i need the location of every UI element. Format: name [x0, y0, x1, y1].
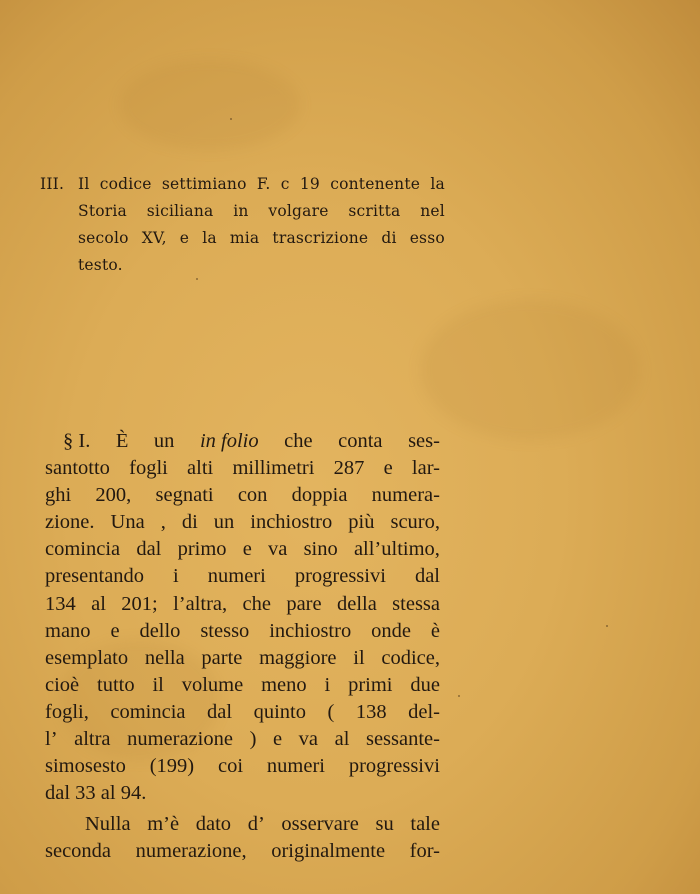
text-line [45, 753, 440, 780]
text-word: onde [371, 619, 411, 642]
heading-word: in [233, 202, 249, 220]
text-word: , [160, 511, 166, 534]
heading-word: contenente [330, 175, 421, 193]
text-word: meno [261, 673, 307, 696]
text-line [45, 618, 440, 645]
paper-stain [420, 300, 640, 440]
text-word: che [284, 430, 313, 452]
text-word: il [353, 646, 365, 669]
text-word: cioè [45, 673, 80, 696]
body-text [45, 424, 440, 866]
text-word: numerazione, [135, 840, 247, 863]
text-word: sessante- [365, 728, 440, 751]
heading-word: 19 [299, 175, 320, 193]
heading-line [40, 171, 445, 198]
text-word: due [410, 673, 440, 696]
text-word: Una [110, 511, 145, 534]
text-word: 134 [45, 592, 76, 615]
text-word: stesso [200, 619, 250, 642]
text-word: su [375, 813, 394, 836]
text-line [45, 455, 440, 482]
heading-word: e [179, 229, 190, 247]
text-word: dato [195, 813, 232, 836]
heading-word: testo. [78, 256, 123, 274]
text-word: al [91, 592, 106, 615]
text-word: comincia [45, 538, 121, 561]
text-word: zione. [45, 511, 95, 534]
text-line [45, 428, 440, 455]
heading-word: volgare [268, 202, 329, 220]
text-word: che [242, 592, 271, 615]
text-word: millimetri [232, 457, 315, 480]
text-word: numera- [371, 484, 440, 507]
heading-word: siciliana [146, 202, 214, 220]
section-heading [40, 171, 445, 279]
text-word: ses- [408, 430, 440, 452]
paper-speck [606, 625, 608, 627]
text-word: nella [144, 646, 185, 669]
text-word: del- [408, 700, 440, 723]
text-word: comincia [110, 700, 186, 723]
text-word: tutto [97, 673, 135, 696]
heading-word: Storia [78, 202, 127, 220]
heading-word: la [202, 229, 217, 247]
text-word: dal [136, 538, 162, 561]
text-word: § I. [63, 430, 91, 452]
text-word: 138 [355, 700, 387, 723]
text-word: scuro, [390, 511, 440, 534]
heading-word: codice [99, 175, 152, 193]
text-line [45, 536, 440, 563]
text-word: fogli, [45, 700, 89, 723]
text-word: numerazione [127, 728, 233, 751]
text-line [45, 482, 440, 509]
text-word: primi [348, 673, 393, 696]
heading-word: settimiano [161, 175, 247, 193]
text-word: va [268, 538, 288, 561]
text-word: pare [286, 592, 322, 615]
text-word: ) [249, 728, 257, 751]
text-word: 201; [121, 592, 158, 615]
text-word: dal [207, 700, 233, 723]
text-word: conta [338, 430, 383, 452]
text-word: di [181, 511, 198, 534]
text-word: doppia [291, 484, 348, 507]
text-word: m’è [147, 813, 180, 836]
heading-word: Il [78, 175, 90, 193]
text-word: in folio [199, 430, 259, 452]
text-word: altra [74, 728, 111, 751]
text-line [45, 780, 440, 807]
heading-word: secolo [78, 229, 129, 247]
text-word: l’ [45, 728, 58, 751]
text-word: e [383, 457, 393, 480]
heading-word: F. [256, 175, 271, 193]
text-word: alti [187, 457, 214, 480]
text-word: ghi [45, 484, 72, 507]
text-word: inchiostro [269, 619, 352, 642]
text-word: sino [303, 538, 338, 561]
text-word: inchiostro [250, 511, 333, 534]
text-word: i [173, 565, 179, 588]
paper-speck [458, 695, 460, 697]
text-word: progressivi [294, 565, 386, 588]
text-word: dello [139, 619, 181, 642]
text-word: lar- [411, 457, 440, 480]
heading-line [40, 225, 445, 252]
heading-word: nel [420, 202, 445, 220]
text-line [45, 645, 440, 672]
text-word: e [242, 538, 252, 561]
text-word: numeri [266, 755, 325, 778]
text-word: al [334, 728, 350, 751]
text-line [45, 726, 440, 753]
heading-word: mia [229, 229, 260, 247]
text-word: 200, [95, 484, 132, 507]
text-word: all’ultimo, [353, 538, 440, 561]
heading-word: XV, [141, 229, 167, 247]
text-word: 287 [333, 457, 365, 480]
text-line [45, 509, 440, 536]
text-word: coi [218, 755, 244, 778]
text-word: ( [327, 700, 335, 723]
text-word: il [152, 673, 164, 696]
text-line [45, 699, 440, 726]
text-word: mano [45, 619, 91, 642]
heading-word: esso [409, 229, 445, 247]
text-word: for- [409, 840, 440, 863]
text-word: Nulla [85, 813, 131, 836]
text-word: un [153, 430, 175, 452]
paper-speck [230, 118, 232, 120]
text-word: simosesto [45, 755, 126, 778]
text-line [45, 672, 440, 699]
text-line [45, 838, 440, 865]
heading-word: trascrizione [272, 229, 369, 247]
text-word: È [115, 430, 129, 452]
text-word: originalmente [271, 840, 386, 863]
text-line [45, 563, 440, 590]
text-word: con [237, 484, 268, 507]
heading-line [40, 252, 445, 279]
text-word: codice, [381, 646, 440, 669]
text-word: quinto [253, 700, 306, 723]
text-word: e [110, 619, 120, 642]
text-word: i [324, 673, 331, 696]
text-word: dal 33 al 94. [45, 782, 147, 805]
text-word: l’altra, [173, 592, 228, 615]
text-word: maggiore [259, 646, 337, 669]
text-word: è [430, 619, 440, 642]
heading-word: c [280, 175, 290, 193]
heading-word: la [430, 175, 445, 193]
text-word: santotto [45, 457, 110, 480]
text-word: primo [177, 538, 227, 561]
text-line [45, 591, 440, 618]
text-word: tale [410, 813, 440, 836]
text-word: progressivi [348, 755, 440, 778]
text-word: presentando [45, 565, 145, 588]
text-word: segnati [155, 484, 214, 507]
text-word: numeri [207, 565, 266, 588]
text-word: stessa [392, 592, 440, 615]
text-word: (199) [149, 755, 195, 778]
paper-stain [120, 60, 300, 150]
text-word: va [298, 728, 319, 751]
text-word: volume [181, 673, 244, 696]
heading-line [40, 198, 445, 225]
text-line [45, 811, 440, 838]
text-word: esemplato [45, 646, 129, 669]
text-word: più [348, 511, 375, 534]
text-word: seconda [45, 840, 112, 863]
text-word: dal [414, 565, 440, 588]
text-word: osservare [281, 813, 359, 836]
text-word: della [336, 592, 377, 615]
text-word: fogli [129, 457, 168, 480]
text-word: e [272, 728, 283, 751]
text-word: un [213, 511, 235, 534]
section-number: III. [40, 175, 65, 193]
text-word: parte [201, 646, 243, 669]
text-word: d’ [247, 813, 265, 836]
heading-word: di [381, 229, 397, 247]
heading-word: scritta [348, 202, 401, 220]
